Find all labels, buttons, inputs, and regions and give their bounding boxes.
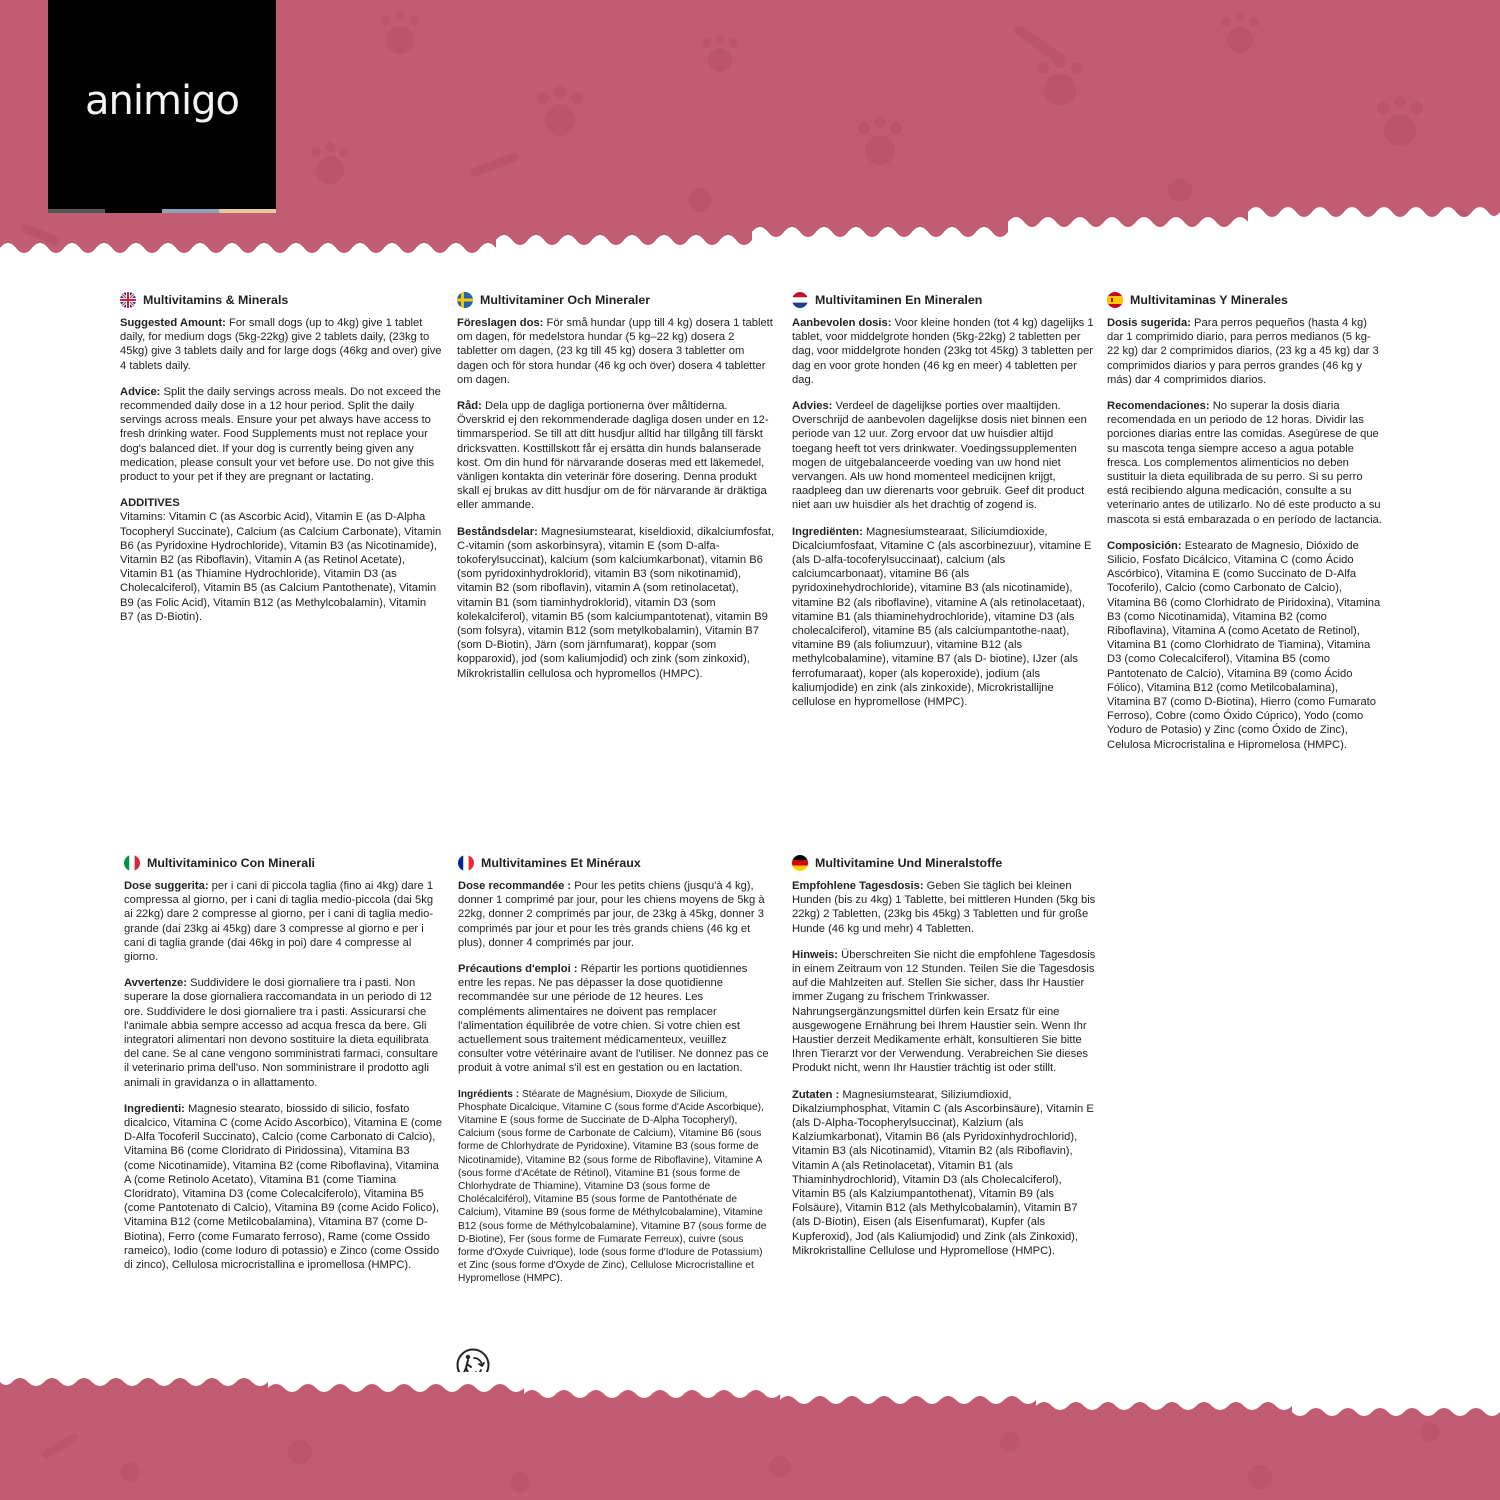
ingredients-paragraph [457, 525, 777, 681]
dosage-text: per i cani di piccola taglia (fino ai 4kg) dare 1 compressa al giorno, per i cani di taglia medio-piccola (dai 5kg ai 22kg) dare 2 compresse al giorno, per i cani di taglia medio-grande (dai 23kg ai 45kg) dare 3 compresse al giorno e per i cani di taglia grande (dai 46kg in poi) dare 4 compresse al giorno. [124, 880, 434, 964]
ingredients-paragraph [792, 1088, 1096, 1258]
section-sv-heading [457, 292, 777, 308]
ingredients-label: Ingrédients : [458, 1088, 520, 1100]
germany-flag-icon [792, 855, 808, 871]
section-nl-heading [792, 292, 1094, 308]
dosage-label: Dose recommandée : [458, 880, 572, 892]
advice-label: Hinweis: [792, 948, 839, 961]
dosage-label: Dosis sugerida: [1107, 317, 1191, 329]
advice-text: Suddividere le dosi giornaliere tra i pasti. Non superare la dose giornaliera raccomandata in un periodo di 12 ore. Suddividere le dosi giornaliere tra i pasti. Assicurarsi che l'animale abbia sempre accesso ad acqua fresca da bere. Gli integratori alimentari non devono sostituire la dieta equilibrata del cane. Se al cane vengono somministrati farmaci, consultare il veterinario prima dell'uso. Non somministrare il prodotto agli animali in gravidanza o in allattamento. [124, 977, 439, 1089]
france-flag-icon [458, 855, 474, 871]
dosage-paragraph [458, 879, 772, 950]
advice-paragraph [792, 399, 1094, 513]
ingredients-text: Magnesiumstearat, kiseldioxid, dikalciumfosfat, C-vitamin (som askorbinsyra), vitamin E (som D-alfa-tokoferylsuccinat), kalcium (som kalciumkarbonat), vitamin B6 (som pyridoxinhydroklorid), vitamin B3 (som nikotinamid), vitamin B2 (som riboflavin), vitamin A (som retinolacetat), vitamin B1 (som tiaminhydroklorid), vitamin D3 (som kolekalciferol), vitamin B5 (som kalciumpantotenat), vitamin B9 (som folsyra), vitamin B12 (som metylkobalamin), Vitamin B7 (som D-Biotin), Järn (som järnfumarat), koppar (som kopparoxid), jod (som kaliumjodid) och zink (som zinkoxid), Mikrokristallin cellulosa och hypromellos (HMPC). [457, 525, 775, 680]
ingredients-label: ADDITIVES [120, 497, 180, 510]
section-it [124, 855, 442, 1284]
ingredients-paragraph [124, 1102, 442, 1272]
advice-label: Précautions d'emploi : [458, 963, 578, 976]
advice-text: Split the daily servings across meals. Do not exceed the recommended daily dose in a 12 hour period. Split the daily servings across meals. Ensure your pet always have access to fresh drinking water. Food Supplements must not replace your dog's balanced diet. If your dog is currently being given any medication, please consult your vet before use. Do not give this product to your pet if they are pregnant or lactating. [120, 385, 441, 484]
section-it-heading [124, 855, 442, 871]
advice-paragraph [457, 399, 777, 513]
dosage-paragraph [1107, 316, 1383, 387]
ingredients-label: Ingredienti: [124, 1102, 185, 1115]
ingredients-text: Stéarate de Magnésium, Dioxyde de Silicium, Phosphate Dicalcique, Vitamine C (sous forme d'Acide Ascorbique), Vitamine E (sous forme de Succinate de D-Alpha Tocopheryl), Calcium (sous forme de Carbonate de Calcium), Vitamine B6 (sous forme de Chlorhydrate de Pyridoxine), Vitamine B3 (sous forme de Nicotinamide), Vitamine B2 (sous forme de Riboflavine), Vitamine A (sous forme d'Acétate de Rétinol), Vitamine B1 (sous forme de Chlorhydrate de Thiamine), Vitamine D3 (sous forme de Cholécalciférol), Vitamine B5 (sous forme de Pantothénate de Calcium), Vitamine B9 (sous forme de Méthylcobalamine), Vitamine B12 (sous forme de Méthylcobalamine), Vitamine B7 (sous forme de D-Biotine), Fer (sous forme de Fumarate Ferreux), cuivre (sous forme d'Oxyde Cuivrique), Iode (sous forme d'Iodure de Potassium) et Zinc (sous forme d'Oxyde de Zinc), Cellulose Microcristalline et Hypromellose (HMPC). [458, 1088, 767, 1285]
advice-paragraph [792, 948, 1096, 1076]
dosage-paragraph [792, 879, 1096, 936]
ingredients-paragraph [458, 1088, 772, 1286]
dosage-label: Suggested Amount: [120, 317, 226, 329]
dosage-label: Aanbevolen dosis: [792, 317, 892, 329]
advice-label: Råd: [457, 400, 482, 413]
advice-text: Répartir les portions quotidiennes entre les repas. Ne pas dépasser la dose quotidienne recommandée sur une période de 12 heures. Les compléments alimentaires ne doivent pas remplacer l'alimentation équilibrée de votre chien. Si votre chien est actuellement sous traitement médicamenteux, veuillez consulter votre vétérinaire avant de l'utiliser. Ne donnez pas ce produit à votre animal s'il est en gestation ou en lactation. [458, 963, 769, 1075]
advice-label: Advice: [120, 385, 161, 398]
section-title: Multivitaminas Y Minerales [1130, 293, 1288, 307]
section-en-heading [120, 292, 442, 308]
section-sv [457, 292, 777, 693]
logo-color-strip [48, 209, 276, 213]
advice-label: Avvertenze: [124, 977, 188, 990]
advice-text: Überschreiten Sie nicht die empfohlene Tagesdosis in einem Zeitraum von 12 Stunden. Teilen Sie die Tagesdosis auf die Mahlzeiten auf. Stellen Sie sicher, dass Ihr Haustier immer Zugang zu frischem Trinkwasser. Nahrungsergänzungsmittel dürfen kein Ersatz für eine ausgewogene Ernährung bei Ihrem Haustier sein. Wenn Ihr Haustier derzeit Medikamente erhält, konsultieren Sie bitte Ihren Tierarzt vor der Verwendung. Verabreichen Sie dieses Produkt nicht, wenn Ihr Haustier trächtig ist oder stillt. [792, 948, 1096, 1075]
advice-text: Verdeel de dagelijkse porties over maaltijden. Overschrijd de aanbevolen dagelijkse dosis niet binnen een periode van 12 uur. Zorg ervoor dat uw huisdier altijd toegang heeft tot vers drinkwater. Voedingssupplementen mogen de uitgebalanceerde voeding van uw hond niet vervangen. Als uw hond momenteel medicijnen krijgt, raadpleeg dan uw dierenarts voor gebruik. Geef dit product niet aan uw huisdier als het drachtig of zogend is. [792, 400, 1087, 512]
dosage-text: For small dogs (up to 4kg) give 1 tablet daily, for medium dogs (5kg-22kg) give 2 tablets daily, (23kg to 45kg) give 3 tablets daily and for large dogs (46kg and over) give 4 tablets daily. [120, 317, 442, 372]
ingredients-paragraph [120, 496, 442, 624]
dosage-text: Voor kleine honden (tot 4 kg) dagelijks 1 tablet, voor middelgrote honden (5kg-22kg) 2 tabletten per dag, voor middelgrote honden (23kg tot 45kg) 3 tabletten per dag en voor grote honden (46 kg en meer) 4 tabletten per dag. [792, 317, 1094, 386]
section-title: Multivitamins & Minerals [143, 293, 289, 307]
advice-paragraph [120, 385, 442, 484]
ingredients-label: Zutaten : [792, 1088, 840, 1101]
section-fr [458, 855, 772, 1298]
logo-text: animigo [85, 78, 239, 124]
dosage-label: Empfohlene Tagesdosis: [792, 880, 924, 892]
section-nl [792, 292, 1094, 721]
section-title: Multivitaminen En Mineralen [815, 293, 983, 307]
ingredients-text: Magnesio stearato, biossido di silicio, fosfato dicalcico, Vitamina C (come Acido Ascorbico), Vitamina E (come D-Alfa Tocoferil Succinato), Calcio (come Carbonato di Calcio), Vitamina B6 (come Cloridrato di Piridossina), Vitamina B3 (come Nicotinamide), Vitamina B2 (come Riboflavina), Vitamina A (come Retinolo Acetato), Vitamina B1 (come Tiamina Cloridrato), Vitamina D3 (come Colecalciferolo), Vitamina B5 (come Pantotenato di Calcio), Vitamina B9 (come Acido Folico), Vitamina B12 (come Metilcobalamina), Vitamina B7 (come D-Biotina), Ferro (come Fumarato ferroso), Rame (come Ossido rameico), Iodio (come Ioduro di potassio) e Zinco (come Ossido di zinco), Cellulosa microcristallina e ipromellosa (HMPC). [124, 1102, 442, 1272]
ingredients-text: Magnesiumstearaat, Siliciumdioxide, Dicalciumfosfaat, Vitamine C (als ascorbinezuur), vitamine E (als D-alfa-tocoferylsuccinaat), calcium (als calciumcarbonaat), vitamine B6 (als pyridoxinehydrochloride), vitamine B3 (als nicotinamide), vitamine B2 (als riboflavine), vitamine A (als retinolacetaat), vitamine B1 (als thiaminehydrochloride), vitamine D3 (als cholecalciferol), vitamine B5 (als calciumpantothe-naat), vitamine B9 (als foliumzuur), vitamine B12 (als methylcobalamine), vitamine B7 (als D- biotine), IJzer (als ferrofumaraat), koper (als koperoxide), jodium (als kaliumjodide) en zink (als zinkoxide), Microkristallijne cellulose en hypromellose (HMPC). [792, 525, 1092, 709]
dosage-label: Dose suggerita: [124, 880, 209, 892]
sweden-flag-icon [457, 292, 473, 308]
dosage-label: Föreslagen dos: [457, 317, 544, 329]
dosage-text: För små hundar (upp till 4 kg) dosera 1 tablett om dagen, för medelstora hundar (5 kg–22 kg) dosera 2 tabletter om dagen, (23 kg till 45 kg) dosera 3 tabletter om dagen och för stora hundar (46 kg och över) dosera 4 tabletter om dagen. [457, 317, 773, 386]
section-en [120, 292, 442, 636]
advice-text: No superar la dosis diaria recomendada en un periodo de 12 horas. Dividir las porciones diarias entre las comidas. Asegúrese de que su mascota tenga siempre acceso a agua potable fresca. Los complementos alimenticios no deben sustituir la dieta equilibrada de su perro. Si su perro está recibiendo alguna medicación, consulte a su veterinario antes de utilizarlo. No dé este producto a su mascota si está embarazada o en período de lactancia. [1107, 400, 1382, 526]
dosage-text: Pour les petits chiens (jusqu'à 4 kg), donner 1 comprimé par jour, pour les chiens moyens de 5kg à 22kg, donner 2 comprimés par jour, de 23kg à 45kg, donner 3 comprimés par jour et pour les très grands chiens (46 kg et plus), donner 4 comprimés par jour. [458, 880, 765, 949]
paw-pattern [0, 1372, 1500, 1500]
section-es-heading [1107, 292, 1383, 308]
spain-flag-icon [1107, 292, 1123, 308]
advice-paragraph [124, 976, 442, 1090]
section-es [1107, 292, 1383, 764]
section-title: Multivitamine Und Mineralstoffe [815, 856, 1003, 870]
section-title: Multivitamines Et Minéraux [481, 856, 641, 870]
ingredients-label: Ingrediënten: [792, 525, 863, 538]
italy-flag-icon [124, 855, 140, 871]
advice-paragraph [458, 962, 772, 1076]
section-fr-heading [458, 855, 772, 871]
section-de-heading [792, 855, 1096, 871]
ingredients-text: Estearato de Magnesio, Dióxido de Silicio, Fosfato Dicálcico, Vitamina C (como Ácido Ascórbico), Vitamina E (como Succinato de D-Alfa Tocoferilo), Calcio (como Carbonato de Calcio), Vitamina B6 (como Clorhidrato de Piridoxina), Vitamina B3 (como Nicotinamida), Vitamina B2 (como Riboflavina), Vitamina A (como Acetato de Retinol), Vitamina B1 (como Clorhidrato de Tiamina), Vitamina D3 (como Colecalciferol), Vitamina B5 (como Pantotenato de Calcio), Vitamina B9 (como Ácido Fólico), Vitamina B12 (como Metilcobalamina), Vitamina B7 (como D-Biotina), Hierro (como Fumarato Ferroso), Cobre (como Óxido Cúprico), Yodo (como Yoduro de Potasio) y Zinc (como Óxido de Zinc), Celulosa Microcristalina e Hipromelosa (HMPC). [1107, 539, 1381, 751]
dosage-paragraph [124, 879, 442, 964]
ingredients-label: Beståndsdelar: [457, 525, 538, 538]
ingredients-text: Magnesiumstearat, Siliziumdioxid, Dikalziumphosphat, Vitamin C (als Ascorbinsäure), Vitamin E (als D-Alpha-Tocopherylsuccinat), Kalzium (als Kalziumkarbonat), Vitamin B6 (als Pyridoxinhydrochlorid), Vitamin B3 (als Nicotinamid), Vitamin B2 (als Riboflavin), Vitamin A (als Retinolacetat), Vitamin B1 (als Thiaminhydrochlorid), Vitamin D3 (als Cholecalciferol), Vitamin B5 (als Kalziumpantothenat), Vitamin B9 (als Folsäure), Vitamin B12 (als Methylcobalamin), Vitamin B7 (als D-Biotin), Eisen (als Eisenfumarat), Kupfer (als Kupferoxid), Jod (als Kaliumjodid) und Zink (als Zinkoxid), Mikrokristalline Cellulose und Hypromellose (HMPC). [792, 1088, 1094, 1257]
advice-paragraph [1107, 399, 1383, 527]
advice-text: Dela upp de dagliga portionerna över måltiderna. Överskrid ej den rekommenderade dagliga dosen under en 12-timmarsperiod. Se till att ditt husdjur alltid har tillgång till färskt dricksvatten. Kosttillskott får ej ersätta din hunds balanserade kost. Om din hund för närvarande doseras med ett läkemedel, vänligen kontakta din veterinär före dosering. Denna produkt skall ej brukas av ditt husdjur om de för närvarande är dräktiga eller ammande. [457, 400, 769, 512]
uk-flag-icon [120, 292, 136, 308]
netherlands-flag-icon [792, 292, 808, 308]
dosage-paragraph [792, 316, 1094, 387]
dosage-paragraph [457, 316, 777, 387]
dosage-paragraph [120, 316, 442, 373]
ingredients-text: Vitamins: Vitamin C (as Ascorbic Acid), Vitamin E (as D-Alpha Tocopheryl Succinate), Calcium (as Calcium Carbonate), Vitamin B6 (as Pyridoxine Hydrochloride), Vitamin B3 (as Nicotinamide), Vitamin B2 (as Riboflavin), Vitamin A (as Retinol Acetate), Vitamin B1 (as Thiamine Hydrochloride), Vitamin D3 (as Cholecalciferol), Vitamin B5 (as Calcium Pantothenate), Vitamin B9 (as Folic Acid), Vitamin B12 (as Methylcobalamin), Vitamin B7 (as D-Biotin). [120, 511, 442, 623]
advice-label: Advies: [792, 400, 833, 413]
ingredients-paragraph [1107, 539, 1383, 752]
advice-label: Recomendaciones: [1107, 400, 1210, 413]
section-title: Multivitaminer Och Mineraler [480, 293, 651, 307]
bottom-banner [0, 1372, 1500, 1500]
ingredients-label: Composición: [1107, 539, 1182, 552]
ingredients-paragraph [792, 525, 1094, 710]
brand-logo [48, 0, 276, 212]
section-de [792, 855, 1096, 1270]
section-title: Multivitaminico Con Minerali [147, 856, 315, 870]
dosage-text: Para perros pequeños (hasta 4 kg) dar 1 comprimido diario, para perros medianos (5 kg-22 kg) dar 2 comprimidos diarios, (23 kg a 45 kg) dar 3 comprimidos diarios y para perros grandes (46 kg y más) dar 4 comprimidos diarios. [1107, 317, 1379, 386]
dosage-text: Geben Sie täglich bei kleinen Hunden (bis zu 4kg) 1 Tablette, bei mittleren Hunden (5kg bis 22kg) 2 Tabletten, (23kg bis 45kg) 3 Tabletten und für große Hunde (46 kg und mehr) 4 Tabletten. [792, 880, 1096, 935]
